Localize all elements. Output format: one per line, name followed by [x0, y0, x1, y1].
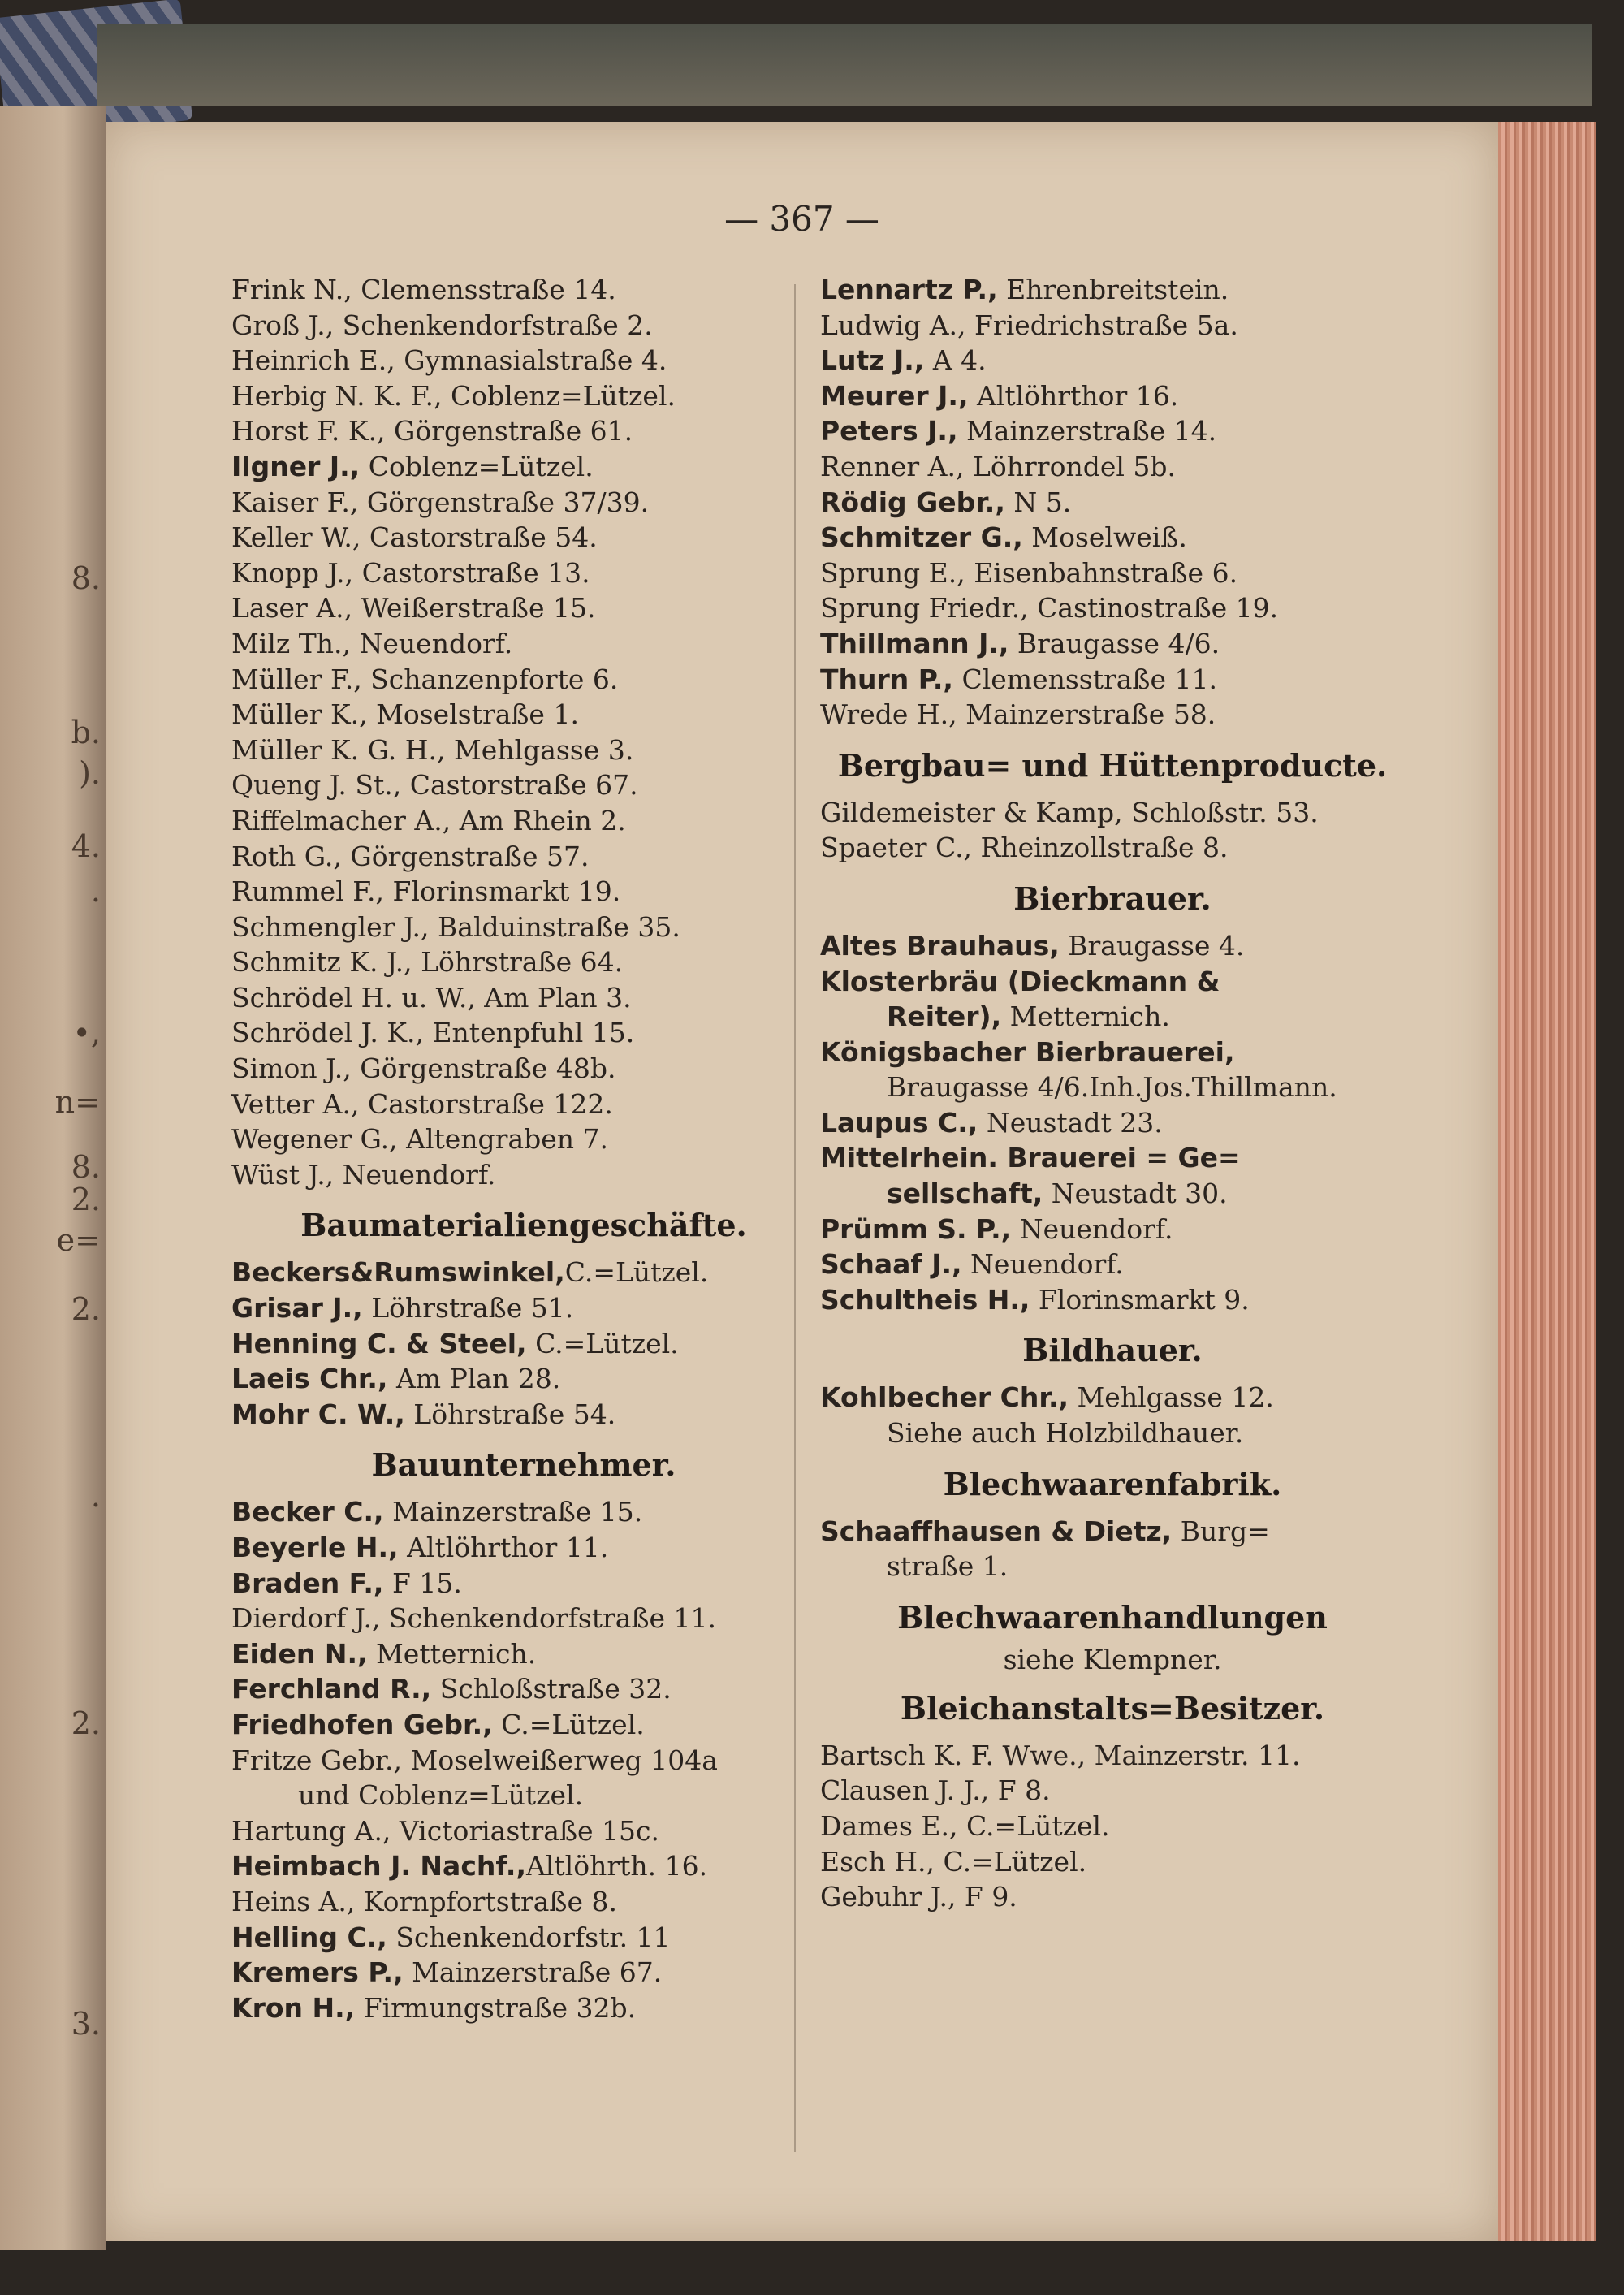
directory-entry: [231, 1290, 816, 1326]
directory-entry: [231, 1087, 816, 1122]
entry-name: Rödig Gebr.,: [820, 486, 1005, 518]
directory-entry: [820, 1247, 1405, 1282]
entry-address: Balduinstraße 35.: [429, 910, 680, 943]
directory-entry-continuation: Siehe auch Holzbildhauer.: [887, 1417, 1244, 1450]
directory-entry: [231, 1884, 816, 1920]
entry-address: Burg=: [1172, 1515, 1270, 1547]
entry-address: Firmungstraße 32b.: [355, 1991, 637, 2024]
entry-address: Schloßstraße 32.: [431, 1673, 672, 1705]
directory-entry: [820, 590, 1405, 626]
entry-address: Moselweißerweg 104a: [402, 1744, 718, 1776]
directory-entry: [820, 1105, 1405, 1141]
entry-address: C.=Lützel.: [564, 1256, 709, 1289]
entry-address: Görgenstraße 61.: [385, 415, 633, 447]
directory-entry: [231, 1848, 816, 1884]
directory-entry: [231, 803, 816, 839]
entry-address: Mainzerstraße 15.: [383, 1496, 643, 1528]
directory-entry: [820, 308, 1405, 344]
directory-entry-continuation: und Coblenz=Lützel.: [298, 1779, 584, 1812]
entry-name: Queng J. St.,: [231, 769, 402, 802]
directory-entry: [231, 1326, 816, 1362]
entry-address: Löhrstraße 51.: [362, 1292, 574, 1325]
entry-address: Castinostraße 19.: [1028, 592, 1279, 625]
entry-address: Rheinzollstraße 8.: [972, 832, 1229, 864]
entry-address: Metternich.: [367, 1637, 537, 1670]
entry-name: Esch H.,: [820, 1845, 935, 1878]
directory-entry: [231, 910, 816, 945]
directory-entry: [231, 1813, 816, 1849]
directory-entry: [820, 1809, 1405, 1844]
entry-address: Altlöhrthor 11.: [398, 1532, 609, 1563]
entry-name: Henning C. & Steel,: [231, 1327, 527, 1359]
entry-address: F 15.: [383, 1567, 462, 1599]
directory-entry: [820, 928, 1405, 964]
entry-name: Schaaffhausen & Dietz,: [820, 1515, 1173, 1547]
section-heading: Baumaterialiengeschäfte.: [300, 1207, 747, 1244]
entry-name: Thillmann J.,: [820, 627, 1009, 659]
entry-address: Mehlgasse 3.: [445, 733, 634, 766]
directory-entry: [231, 1566, 816, 1601]
directory-entry: [231, 413, 816, 449]
directory-entry: [231, 1955, 816, 1990]
directory-entry: [820, 1035, 1405, 1070]
entry-name: Ilgner J.,: [231, 450, 361, 482]
entry-address: Mainzerstraße 58.: [957, 698, 1216, 731]
margin-fragment: 8.: [71, 560, 101, 596]
directory-entry: [231, 626, 816, 662]
entry-address: Görgenstraße 37/39.: [358, 486, 650, 518]
entry-address: F 8.: [989, 1774, 1051, 1807]
entry-address: Schanzenpforte 6.: [361, 663, 619, 695]
entry-address: Clemensstraße 14.: [352, 274, 616, 305]
entry-name: Spaeter C.,: [820, 832, 973, 864]
margin-fragment: 3.: [71, 2006, 101, 2042]
entry-name: Simon J.,: [231, 1052, 352, 1085]
entry-name: Schrödel J. K.,: [231, 1017, 424, 1049]
entry-address: Mehlgasse 12.: [1069, 1381, 1274, 1414]
entry-name: Eiden N.,: [231, 1637, 368, 1670]
margin-fragment: 2.: [71, 1182, 101, 1217]
directory-entry: [231, 449, 816, 485]
margin-fragment: •,: [72, 1015, 101, 1051]
entry-address: Gymnasialstraße 4.: [395, 344, 667, 377]
entry-name: Klosterbräu (Dieckmann &: [820, 965, 1220, 997]
entry-name: Heins A.,: [231, 1885, 356, 1917]
entry-address: Schloßstr. 53.: [1122, 796, 1319, 828]
entry-address: Neustadt 23.: [978, 1106, 1163, 1139]
entry-name: Roth G.,: [231, 840, 342, 872]
directory-entry: [231, 874, 816, 910]
entry-address: Altengraben 7.: [397, 1123, 609, 1156]
entry-name: Horst F. K.,: [231, 415, 386, 447]
entry-address: Neuendorf.: [1011, 1212, 1173, 1245]
entry-name: Herbig N. K. F.,: [231, 379, 443, 412]
margin-fragment: .: [90, 873, 101, 909]
entry-address: Löhrstraße 54.: [404, 1398, 616, 1430]
left-column: [231, 272, 816, 2025]
entry-address: Schenkendorfstr. 11: [387, 1921, 671, 1953]
entry-name: sellschaft,: [887, 1178, 1043, 1210]
entry-name: Knopp J.,: [231, 556, 354, 589]
directory-entry: [231, 1397, 816, 1433]
entry-address: Castorstraße 54.: [361, 521, 598, 554]
margin-fragment: 2.: [71, 1291, 101, 1327]
entry-address: Weißerstraße 15.: [352, 592, 596, 625]
directory-entry: [820, 1140, 1405, 1176]
entry-name: Keller W.,: [231, 521, 361, 554]
entry-name: Müller K. G. H.,: [231, 733, 446, 766]
entry-name: Gildemeister & Kamp,: [820, 796, 1123, 828]
margin-fragment: 4.: [71, 828, 101, 864]
entry-address: C.=Lützel.: [935, 1845, 1087, 1878]
section-heading: Blechwaarenhandlungen: [897, 1598, 1328, 1636]
directory-entry: [231, 1255, 816, 1290]
entry-name: Altes Brauhaus,: [820, 929, 1060, 962]
entry-name: Beyerle H.,: [231, 1532, 399, 1563]
entry-address: Florinsmarkt 19.: [384, 875, 621, 908]
directory-entry: [231, 1530, 816, 1566]
directory-entry: [820, 555, 1405, 591]
section-heading: Blechwaarenfabrik.: [943, 1465, 1282, 1502]
directory-entry: [231, 272, 816, 308]
directory-entry: [820, 1773, 1405, 1809]
directory-entry: [820, 1212, 1405, 1247]
entry-address: Neuendorf.: [334, 1158, 496, 1191]
entry-address: Löhrrondel 5b.: [964, 450, 1177, 482]
entry-name: Meurer J.,: [820, 379, 969, 412]
directory-entry: [231, 590, 816, 626]
directory-entry: [231, 1707, 816, 1743]
directory-entry: [231, 1743, 816, 1779]
entry-address: Am Rhein 2.: [451, 804, 626, 836]
entry-address: Ehrenbreitstein.: [997, 274, 1229, 305]
entry-address: Neuendorf.: [961, 1248, 1124, 1281]
directory-entry: [820, 964, 1405, 1000]
section-heading: Bergbau= und Hüttenproducte.: [837, 746, 1388, 784]
entry-address: Neuendorf.: [351, 627, 513, 659]
directory-entry: [231, 1494, 816, 1530]
directory-entry: [231, 1920, 816, 1956]
entry-name: Vetter A.,: [231, 1087, 360, 1120]
directory-entry: [820, 697, 1405, 733]
directory-entry: [231, 1051, 816, 1087]
page-number: — 367 —: [724, 199, 879, 239]
book-cover-edge: [97, 24, 1592, 106]
entry-address: C.=Lützel.: [492, 1708, 645, 1740]
entry-name: Wrede H.,: [820, 698, 957, 731]
entry-name: Schrödel H. u. W.,: [231, 981, 476, 1014]
directory-entry: [231, 980, 816, 1016]
directory-entry: [820, 1514, 1405, 1549]
directory-entry: [820, 378, 1405, 414]
entry-address: Am Plan 3.: [475, 981, 632, 1014]
margin-fragment: ).: [79, 755, 101, 791]
entry-name: Königsbacher Bierbrauerei,: [820, 1035, 1235, 1068]
directory-entry: [820, 795, 1405, 831]
entry-name: Friedhofen Gebr.,: [231, 1708, 493, 1740]
directory-entry: [231, 662, 816, 698]
entry-name: Kremers P.,: [231, 1956, 404, 1989]
directory-entry: [820, 1844, 1405, 1880]
book-page: [106, 122, 1498, 2241]
directory-entry: [231, 1157, 816, 1193]
entry-address: Braugasse 4/6.: [1009, 627, 1220, 659]
entry-address: A 4.: [924, 344, 987, 377]
entry-name: Schmitzer G.,: [820, 521, 1023, 554]
directory-entry: [231, 1015, 816, 1051]
entry-name: Reiter),: [887, 1001, 1002, 1033]
entry-address: Altlöhrth. 16.: [526, 1850, 708, 1882]
directory-entry: [231, 839, 816, 875]
directory-entry: [231, 485, 816, 521]
directory-entry: [231, 343, 816, 378]
entry-address: Schenkendorfstraße 2.: [334, 309, 653, 341]
entry-name: Schmitz K. J.,: [231, 946, 412, 979]
directory-entry: [820, 1380, 1405, 1415]
entry-name: Schmengler J.,: [231, 910, 430, 943]
entry-name: Rummel F.,: [231, 875, 384, 908]
entry-name: Gebuhr J.,: [820, 1881, 957, 1913]
entry-name: Sprung E.,: [820, 556, 965, 589]
section-heading: Bauunternehmer.: [371, 1446, 676, 1484]
margin-fragment: b.: [71, 715, 101, 750]
entry-address: Coblenz=Lützel.: [360, 450, 594, 482]
directory-entry: [820, 485, 1405, 521]
entry-name: Mittelrhein. Brauerei = Ge=: [820, 1142, 1241, 1174]
directory-entry: [231, 733, 816, 768]
directory-entry-continuation: [820, 999, 1405, 1035]
entry-name: Heinrich E.,: [231, 344, 395, 377]
entry-address: Victoriastraße 15c.: [391, 1814, 660, 1847]
entry-address: Mainzerstr. 11.: [1086, 1739, 1301, 1771]
directory-entry: [231, 555, 816, 591]
entry-name: Wüst J.,: [231, 1158, 335, 1191]
entry-name: Mohr C. W.,: [231, 1398, 405, 1430]
entry-name: Schaaf J.,: [820, 1248, 962, 1281]
entry-name: Lennartz P.,: [820, 274, 998, 305]
entry-name: Riffelmacher A.,: [231, 804, 451, 836]
entry-name: Clausen J. J.,: [820, 1774, 990, 1807]
entry-name: Frink N.,: [231, 274, 352, 305]
entry-address: C.=Lützel.: [957, 1810, 1110, 1842]
entry-name: Müller F.,: [231, 663, 362, 695]
entry-address: Entenpfuhl 15.: [423, 1017, 635, 1049]
entry-address: Florinsmarkt 9.: [1030, 1283, 1250, 1316]
entry-address: Coblenz=Lützel.: [442, 379, 676, 412]
entry-address: Braugasse 4.: [1059, 929, 1245, 962]
directory-entry: [231, 1361, 816, 1397]
directory-entry: [820, 1879, 1405, 1915]
margin-fragment: 2.: [71, 1705, 101, 1741]
entry-name: Renner A.,: [820, 450, 965, 482]
entry-address: F 9.: [956, 1881, 1017, 1913]
entry-name: Braden F.,: [231, 1567, 384, 1599]
entry-address: Altlöhrthor 16.: [968, 379, 1179, 412]
entry-name: Thurn P.,: [820, 663, 953, 695]
entry-name: Kaiser F.,: [231, 486, 359, 518]
directory-entry: [231, 1990, 816, 2026]
entry-address: Mainzerstraße 67.: [403, 1956, 663, 1989]
directory-entry: [820, 343, 1405, 378]
entry-address: Schenkendorfstraße 11.: [380, 1602, 717, 1635]
margin-fragment: .: [90, 1478, 101, 1514]
directory-entry: [231, 1601, 816, 1636]
entry-name: Laupus C.,: [820, 1106, 978, 1139]
directory-entry: [231, 944, 816, 980]
directory-entry: [820, 1738, 1405, 1774]
directory-entry-continuation: straße 1.: [887, 1550, 1009, 1583]
directory-entry: [231, 767, 816, 803]
right-column: [820, 272, 1405, 1915]
entry-address: Moselstraße 1.: [367, 698, 579, 731]
entry-name: Laeis Chr.,: [231, 1363, 388, 1395]
entry-name: Ferchland R.,: [231, 1673, 432, 1705]
directory-entry: [231, 378, 816, 414]
entry-name: Kohlbecher Chr.,: [820, 1381, 1069, 1414]
entry-address: C.=Lützel.: [526, 1327, 679, 1359]
entry-name: Becker C.,: [231, 1496, 384, 1528]
directory-entry: [820, 626, 1405, 662]
entry-name: Grisar J.,: [231, 1292, 363, 1325]
entry-name: Schultheis H.,: [820, 1283, 1030, 1316]
entry-name: Sprung Friedr.,: [820, 592, 1029, 625]
entry-name: Lutz J.,: [820, 344, 925, 377]
margin-fragment: e=: [56, 1222, 101, 1258]
directory-entry: [231, 1122, 816, 1157]
entry-name: Müller K.,: [231, 698, 368, 731]
entry-address: Görgenstraße 57.: [341, 840, 590, 872]
margin-fragment: n=: [54, 1084, 101, 1120]
entry-address: Friedrichstraße 5a.: [965, 309, 1238, 341]
section-heading: Bierbrauer.: [1013, 880, 1212, 917]
entry-name: Dierdorf J.,: [231, 1602, 381, 1635]
previous-page-edge: [0, 106, 106, 2250]
directory-entry: [820, 272, 1405, 308]
directory-entry: [820, 449, 1405, 485]
entry-address: Moselweiß.: [1022, 521, 1187, 554]
entry-name: Hartung A.,: [231, 1814, 391, 1847]
page-stack-edge: [1498, 122, 1596, 2241]
entry-name: Wegener G.,: [231, 1123, 398, 1156]
directory-entry-continuation: Braugasse 4/6.Inh.Jos.Thillmann.: [887, 1071, 1337, 1104]
directory-entry: [231, 697, 816, 733]
entry-name: Laser A.,: [231, 592, 353, 625]
directory-entry: [231, 1671, 816, 1707]
directory-entry: [820, 1282, 1405, 1318]
entry-name: Heimbach J. Nachf.,: [231, 1850, 526, 1882]
entry-name: Ludwig A.,: [820, 309, 966, 341]
entry-name: Prümm S. P.,: [820, 1212, 1012, 1245]
section-note: siehe Klempner.: [1003, 1643, 1222, 1675]
directory-entry: [820, 662, 1405, 698]
directory-entry-continuation: [820, 1176, 1405, 1212]
entry-address: Kornpfortstraße 8.: [355, 1885, 617, 1917]
entry-name: Peters J.,: [820, 415, 958, 447]
section-heading: Bleichanstalts=Besitzer.: [900, 1689, 1325, 1727]
entry-name: Milz Th.,: [231, 627, 352, 659]
margin-fragment: 8.: [71, 1149, 101, 1185]
entry-address: Eisenbahnstraße 6.: [965, 556, 1238, 589]
directory-entry: [820, 830, 1405, 866]
entry-address: N 5.: [1004, 486, 1072, 518]
directory-entry: [820, 520, 1405, 555]
entry-name: Helling C.,: [231, 1921, 387, 1953]
entry-address: Neustadt 30.: [1043, 1178, 1228, 1210]
entry-address: Mainzerstraße 14.: [957, 415, 1217, 447]
entry-address: Am Plan 28.: [387, 1363, 561, 1395]
entry-name: Bartsch K. F. Wwe.,: [820, 1739, 1086, 1771]
entry-name: Dames E.,: [820, 1810, 958, 1842]
entry-name: Fritze Gebr.,: [231, 1744, 403, 1776]
entry-address: Metternich.: [1001, 1001, 1170, 1033]
entry-address: Castorstraße 13.: [353, 556, 590, 589]
entry-address: Castorstraße 67.: [401, 769, 638, 802]
entry-name: Kron H.,: [231, 1991, 356, 2024]
entry-name: Beckers&Rumswinkel,: [231, 1256, 565, 1289]
entry-address: Görgenstraße 48b.: [351, 1052, 616, 1085]
directory-entry: [231, 1636, 816, 1672]
directory-entry: [231, 520, 816, 555]
entry-address: Löhrstraße 64.: [412, 946, 624, 979]
section-heading: Bildhauer.: [1022, 1332, 1203, 1369]
entry-address: Castorstraße 122.: [359, 1087, 613, 1120]
entry-name: Groß J.,: [231, 309, 335, 341]
directory-entry: [231, 308, 816, 344]
entry-address: Clemensstraße 11.: [952, 663, 1217, 695]
directory-entry: [820, 413, 1405, 449]
